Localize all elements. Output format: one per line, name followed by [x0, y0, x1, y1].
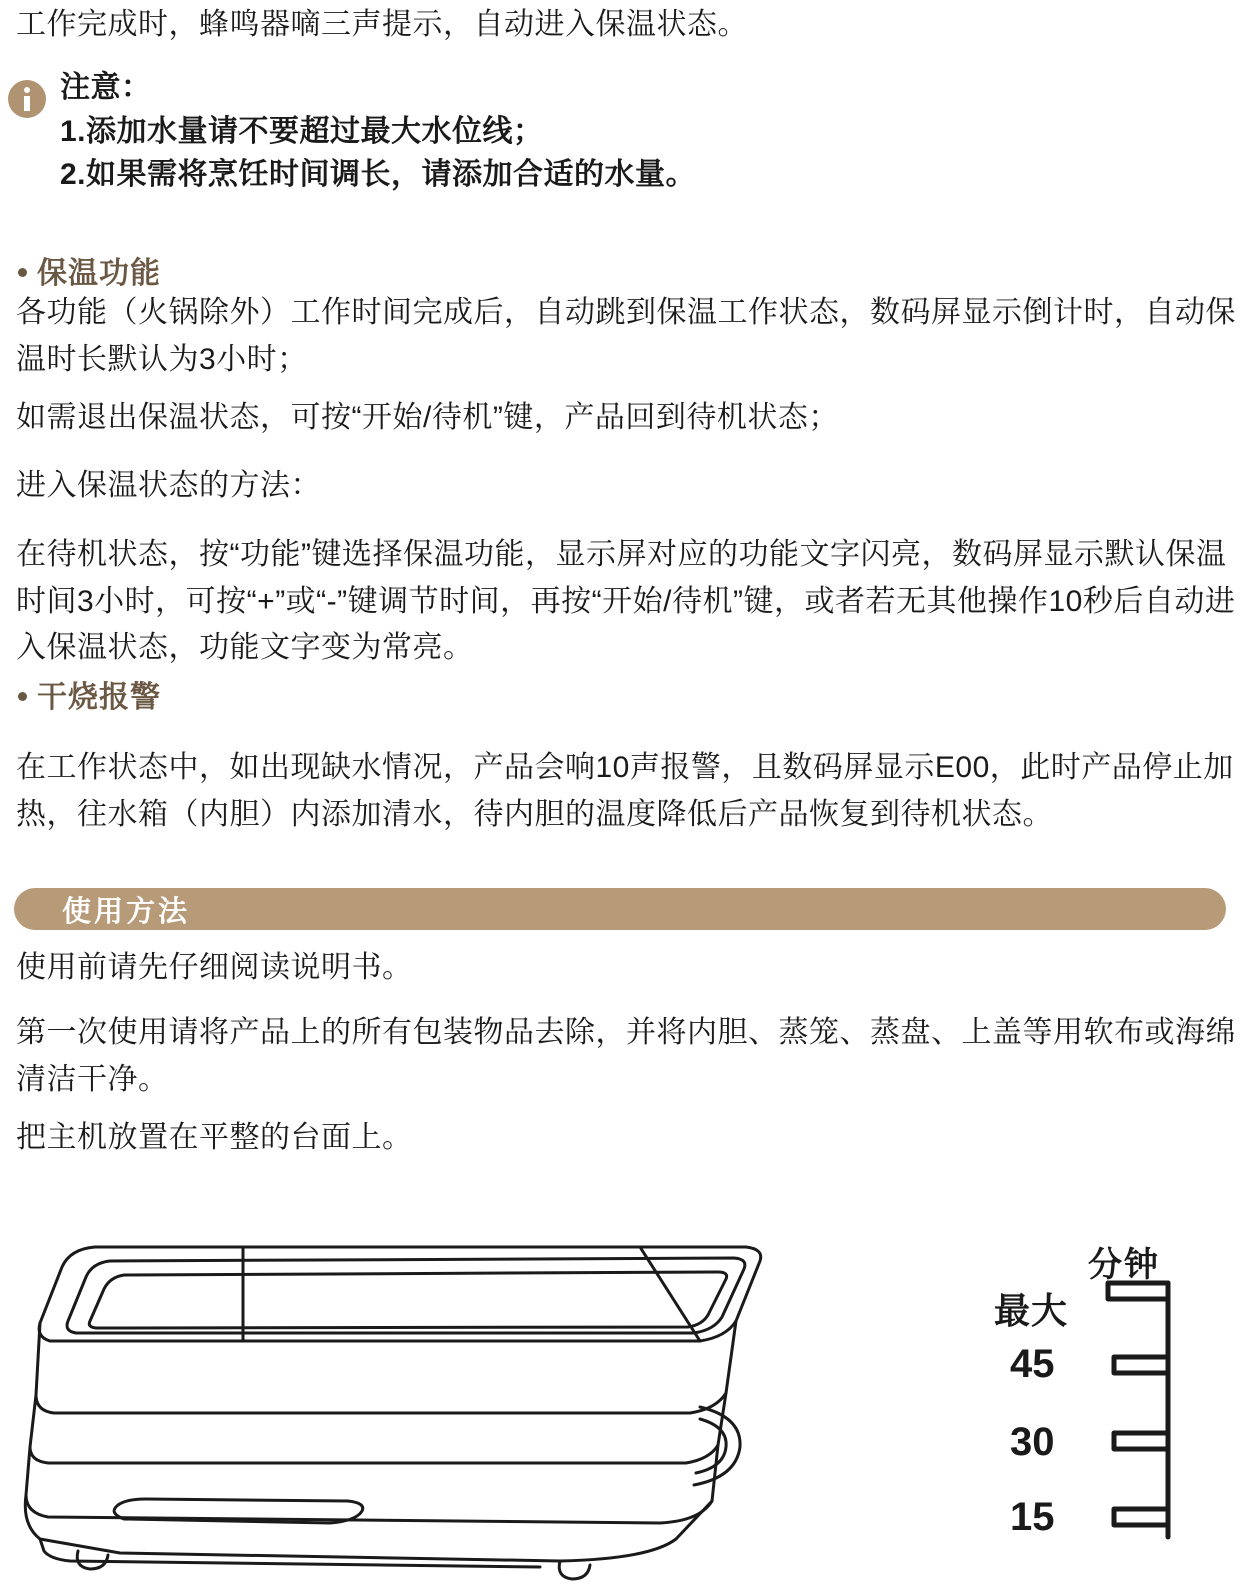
keep-warm-paragraph-3: 进入保温状态的方法： — [16, 469, 321, 502]
notice-title: 注意： — [60, 71, 152, 104]
keep-warm-paragraph-2: 如需退出保温状态，可按“开始/待机”键，产品回到待机状态； — [16, 401, 839, 434]
product-illustration — [0, 1195, 1242, 1581]
scale-title: 分钟 — [1088, 1246, 1160, 1284]
usage-banner-title: 使用方法 — [62, 895, 191, 928]
usage-banner — [14, 888, 1226, 930]
notice-item-2: 2.如果需将烹饪时间调长，请添加合适的水量。 — [60, 158, 697, 191]
multi-cooker-line-drawing — [0, 1195, 1242, 1581]
usage-paragraph-2: 第一次使用请将产品上的所有包装物品去除，并将内胆、蒸笼、蒸盘、上盖等用软布或海绵清洁干净。 — [16, 1016, 1236, 1096]
scale-label-30: 30 — [1010, 1420, 1055, 1464]
bullet-dot-icon — [18, 268, 27, 277]
info-icon — [8, 66, 46, 128]
usage-paragraph-3: 把主机放置在平整的台面上。 — [16, 1121, 413, 1154]
section-heading-text: 保温功能 — [37, 257, 161, 290]
top-paragraph: 工作完成时，蜂鸣器嘀三声提示，自动进入保温状态。 — [16, 8, 748, 41]
scale-label-45: 45 — [1010, 1342, 1055, 1386]
notice-item-1: 1.添加水量请不要超过最大水位线； — [60, 114, 544, 148]
usage-paragraph-1: 使用前请先仔细阅读说明书。 — [16, 951, 413, 984]
water-level-scale — [1080, 1237, 1242, 1567]
keep-warm-paragraph-4: 在待机状态，按“功能”键选择保温功能，显示屏对应的功能文字闪亮，数码屏显示默认保温时间3小时，可按“+”或“-”键调节时间，再按“开始/待机”键，或者若无其他操作10秒后自动进入保温状态，功能文字变为常亮。 — [16, 538, 1236, 664]
section-heading-text: 干烧报警 — [37, 681, 161, 714]
section-heading-dry-burn-alarm — [8, 672, 1230, 716]
section-heading-keep-warm — [8, 248, 1230, 292]
notice-body — [60, 66, 696, 197]
keep-warm-paragraph-1: 各功能（火锅除外）工作时间完成后，自动跳到保温工作状态，数码屏显示倒计时，自动保温时长默认为3小时； — [16, 296, 1236, 376]
bullet-dot-icon — [18, 692, 27, 701]
notice-block — [8, 66, 1223, 197]
dry-burn-paragraph-1: 在工作状态中，如出现缺水情况，产品会响10声报警，且数码屏显示E00，此时产品停止加热，往水箱（内胆）内添加清水，待内胆的温度降低后产品恢复到待机状态。 — [16, 751, 1234, 831]
scale-label-15: 15 — [1010, 1495, 1055, 1539]
scale-label-max: 最大 — [994, 1290, 1069, 1331]
